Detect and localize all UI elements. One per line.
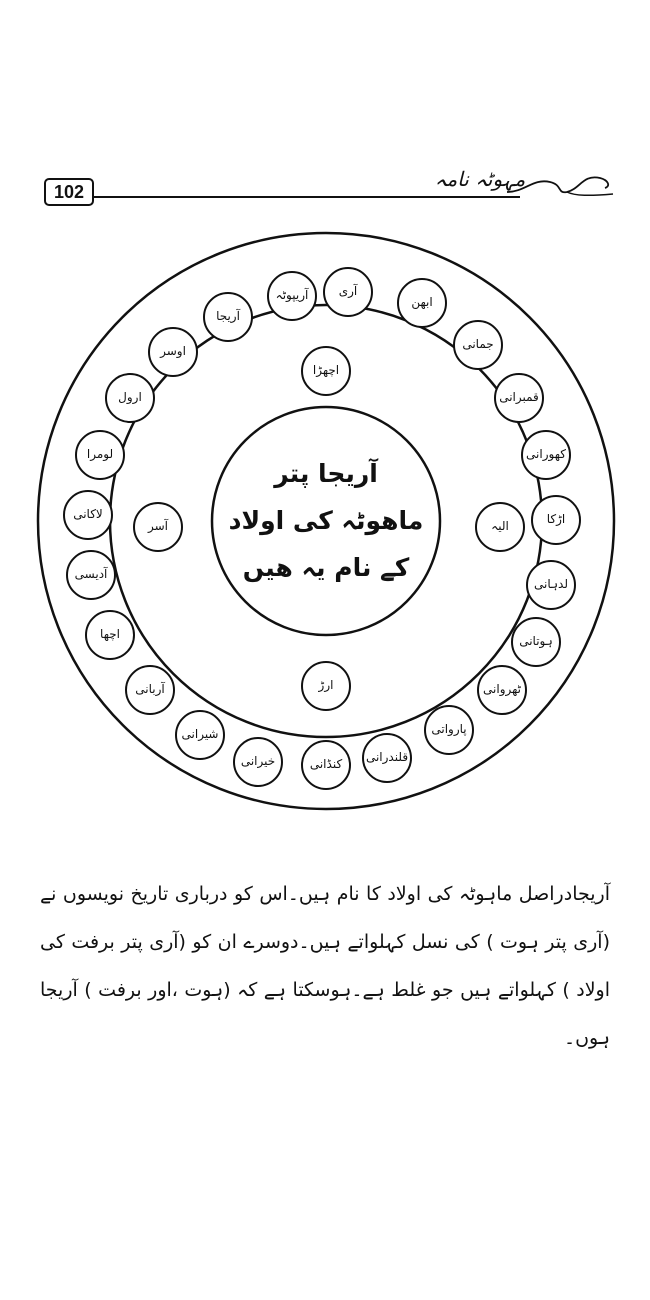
outer-name-node: لدہانی bbox=[526, 560, 576, 610]
outer-name-node: ہوتانی bbox=[511, 617, 561, 667]
center-title-line: ماھوٹہ کی اولاد bbox=[228, 506, 424, 535]
body-paragraph: آریجادراصل ماہوٹہ کی اولاد کا نام ہیں۔اس کو درباری تاریخ نویسوں نے (آری پتر ہوت ) کی نسل کہلواتے ہیں۔دوسرے ان کو (آری پتر برفت کی اولاد ) کہلواتے ہیں جو غلط ہے۔ہوسکتا ہے کہ (ہوت ،اور برفت ) آریجا ہوں۔ bbox=[40, 883, 610, 1049]
outer-name-node: لومرا bbox=[75, 430, 125, 480]
outer-name-node: آری bbox=[323, 267, 373, 317]
outer-name-node: ٹھروانی bbox=[477, 665, 527, 715]
outer-name-node: ابھن bbox=[397, 278, 447, 328]
inner-name-node: اچھڑا bbox=[301, 346, 351, 396]
outer-name-node: خیرانی bbox=[233, 737, 283, 787]
outer-name-node: اڑکا bbox=[531, 495, 581, 545]
outer-name-node: قلندرانی bbox=[362, 733, 412, 783]
outer-name-node: قمبرانی bbox=[494, 373, 544, 423]
outer-name-node: جمانی bbox=[453, 320, 503, 370]
center-title bbox=[216, 450, 436, 591]
book-title: مہوٹہ نامہ bbox=[434, 167, 526, 191]
inner-name-node: آسر bbox=[133, 502, 183, 552]
center-title-line: آریجا پتر bbox=[274, 459, 378, 488]
outer-name-node: پارواتی bbox=[424, 705, 474, 755]
outer-name-node: اچھا bbox=[85, 610, 135, 660]
inner-name-node: ارڑ bbox=[301, 661, 351, 711]
outer-name-node: اوسر bbox=[148, 327, 198, 377]
outer-name-node: کنڈانی bbox=[301, 740, 351, 790]
outer-name-node: آربانی bbox=[125, 665, 175, 715]
outer-name-node: لاکانی bbox=[63, 490, 113, 540]
inner-name-node: الیہ bbox=[475, 502, 525, 552]
outer-name-node: آریجا bbox=[203, 292, 253, 342]
outer-name-node: ارول bbox=[105, 373, 155, 423]
outer-name-node: شیرانی bbox=[175, 710, 225, 760]
center-title-line: کے نام یہ ھیں bbox=[242, 553, 410, 582]
outer-name-node: آریپوٹہ bbox=[267, 271, 317, 321]
page-number: 102 bbox=[44, 178, 94, 206]
outer-name-node: کھورانی bbox=[521, 430, 571, 480]
outer-name-node: آدیسی bbox=[66, 550, 116, 600]
